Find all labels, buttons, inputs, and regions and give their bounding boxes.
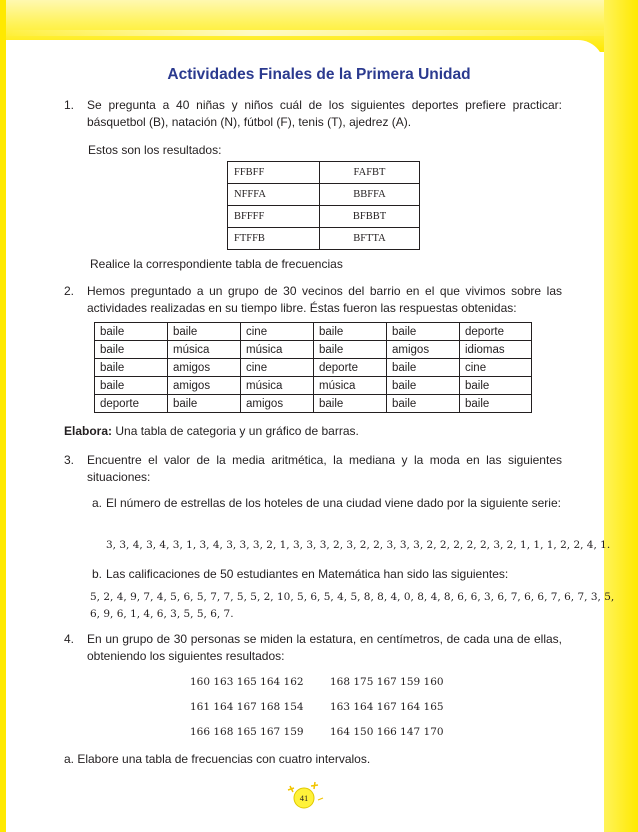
- page-number: 41: [299, 793, 309, 803]
- table-cell: baile: [387, 377, 460, 395]
- table-cell: FAFBT: [320, 162, 420, 184]
- table-row: [95, 323, 532, 341]
- table-cell: música: [241, 341, 314, 359]
- q4-row-2-right: 163 164 167 164 165: [330, 701, 444, 713]
- table-row: [95, 341, 532, 359]
- q3b-label: b.: [92, 567, 103, 581]
- right-frame-band: [604, 0, 638, 832]
- table-row: [228, 228, 420, 250]
- table-cell: idiomas: [460, 341, 532, 359]
- q3a-series: 3, 3, 4, 3, 4, 3, 1, 3, 4, 3, 3, 3, 2, 1, 3, 3, 3, 2, 3, 2, 2, 3, 3, 3, 2, 2, 2, 2, 2, 3, 2, 1, 1, 1, 2, 2, 4, 1.: [106, 539, 611, 551]
- table-cell: baile: [168, 323, 241, 341]
- table-cell: deporte: [95, 395, 168, 413]
- table-row: [95, 359, 532, 377]
- table-cell: FTFFB: [228, 228, 320, 250]
- table-cell: amigos: [387, 341, 460, 359]
- table-cell: música: [168, 341, 241, 359]
- table-cell: amigos: [168, 377, 241, 395]
- page-title: Actividades Finales de la Primera Unidad: [167, 66, 471, 83]
- q3b-series-line2: 6, 9, 6, 1, 4, 6, 3, 5, 5, 6, 7.: [90, 608, 234, 620]
- table-cell: amigos: [241, 395, 314, 413]
- elabora-label: Elabora:: [64, 424, 113, 438]
- table-cell: FFBFF: [228, 162, 320, 184]
- q1-results-label: Estos son los resultados:: [88, 143, 222, 157]
- table-cell: baile: [387, 359, 460, 377]
- table-cell: cine: [241, 359, 314, 377]
- table-cell: música: [314, 377, 387, 395]
- table-row: [228, 206, 420, 228]
- table-cell: baile: [314, 341, 387, 359]
- q2-number: 2.: [64, 284, 75, 298]
- q1-results-table: [227, 161, 420, 250]
- q4-row-1-right: 168 175 167 159 160: [330, 676, 444, 688]
- table-cell: baile: [387, 395, 460, 413]
- q2-answers-table: [94, 322, 532, 413]
- table-cell: BFTTA: [320, 228, 420, 250]
- table-cell: baile: [460, 395, 532, 413]
- q2-elabora: [64, 423, 359, 440]
- q4-number: 4.: [64, 632, 75, 646]
- table-cell: baile: [95, 359, 168, 377]
- table-cell: baile: [95, 323, 168, 341]
- table-row: [95, 395, 532, 413]
- table-cell: baile: [314, 323, 387, 341]
- table-row: [228, 184, 420, 206]
- elabora-text: Una tabla de categoria y un gráfico de barras.: [112, 424, 359, 438]
- table-cell: baile: [387, 323, 460, 341]
- table-cell: deporte: [314, 359, 387, 377]
- q3b-series-line1: 5, 2, 4, 9, 7, 4, 5, 6, 5, 7, 7, 5, 5, 2, 10, 5, 6, 5, 4, 5, 8, 8, 4, 0, 8, 4, 8, 6, 6, 3, 6, 7, 6, 6, 7, 6, 7, 3, 5,: [90, 591, 615, 603]
- q4-row-3-right: 164 150 166 147 170: [330, 726, 444, 738]
- page-number-badge: [284, 778, 324, 818]
- q4-row-2-left: 161 164 167 168 154: [190, 701, 304, 713]
- q3-number: 3.: [64, 453, 75, 467]
- table-cell: amigos: [168, 359, 241, 377]
- q4-row-1-left: 160 163 165 164 162: [190, 676, 304, 688]
- q4-row-3-left: 166 168 165 167 159: [190, 726, 304, 738]
- table-cell: BBFFA: [320, 184, 420, 206]
- table-cell: baile: [314, 395, 387, 413]
- table-cell: BFFFF: [228, 206, 320, 228]
- q3a-label: a.: [92, 496, 103, 510]
- q1-instruction: Realice la correspondiente tabla de frecuencias: [90, 257, 343, 271]
- table-cell: deporte: [460, 323, 532, 341]
- table-row: [95, 377, 532, 395]
- table-cell: baile: [460, 377, 532, 395]
- q4-a-text: a. Elabore una tabla de frecuencias con cuatro intervalos.: [64, 752, 371, 766]
- q3b-text: Las calificaciones de 50 estudiantes en Matemática han sido las siguientes:: [106, 567, 509, 581]
- q1-number: 1.: [64, 98, 75, 112]
- table-cell: baile: [95, 377, 168, 395]
- table-row: [228, 162, 420, 184]
- table-cell: NFFFA: [228, 184, 320, 206]
- q4-text: En un grupo de 30 personas se miden la estatura, en centímetros, de cada una de ellas, obteniendo los siguientes resultados:: [87, 632, 562, 663]
- table-cell: música: [241, 377, 314, 395]
- table-cell: cine: [241, 323, 314, 341]
- table-cell: cine: [460, 359, 532, 377]
- q3a-text: El número de estrellas de los hoteles de una ciudad viene dado por la siguiente serie:: [106, 496, 561, 510]
- q1-text: Se pregunta a 40 niñas y niños cuál de los siguientes deportes prefiere practicar: básquetbol (B), natación (N), fútbol (F), tenis (T), ajedrez (A).: [87, 98, 562, 129]
- q2-text: Hemos preguntado a un grupo de 30 vecinos del barrio en el que vivimos sobre las actividades realizadas en su tiempo libre. Éstas fueron las respuestas obtenidas:: [87, 284, 562, 315]
- table-cell: baile: [95, 341, 168, 359]
- q3-text: Encuentre el valor de la media aritmética, la mediana y la moda en las siguientes situaciones:: [87, 453, 562, 484]
- table-cell: baile: [168, 395, 241, 413]
- table-cell: BFBBT: [320, 206, 420, 228]
